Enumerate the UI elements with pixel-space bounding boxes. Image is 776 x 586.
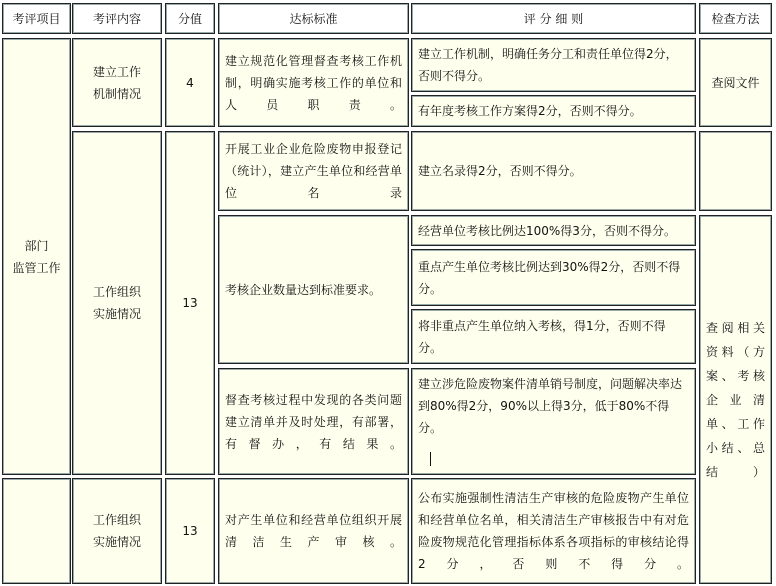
detail-operator-ratio: 经营单位考核比例达100%得3分，否则不得分。: [411, 215, 696, 246]
detail-mechanism-1: 建立工作机制，明确任务分工和责任单位得2分，否则不得分。: [411, 38, 696, 92]
detail-issue-list: 建立涉危险废物案件清单销号制度，问题解决率达到80%得2分，90%以上得3分，低于80%不得分。: [411, 368, 696, 475]
header-content: 考评内容: [72, 3, 162, 34]
header-method: 检查方法: [699, 3, 772, 34]
item-blank: [2, 478, 71, 584]
score-implementation-2: 13: [165, 478, 215, 584]
item-department-supervision: 部门 监管工作: [2, 38, 71, 475]
content-mechanism: 建立工作 机制情况: [72, 38, 162, 127]
detail-key-producer-ratio: 重点产生单位考核比例达到30%得2分，否则不得分。: [411, 249, 696, 306]
detail-clean-production: 公布实施强制性清洁生产审核的危险废物产生单位和经营单位名单，相关清洁生产审核报告中有对危险废物规范化管理指标体系各项指标的审核结论得2分，否则不得分。: [411, 478, 696, 584]
detail-nonkey-producer: 将非重点产生单位纳入考核，得1分，否则不得分。: [411, 309, 696, 364]
content-implementation-2: 工作组织 实施情况: [72, 478, 162, 584]
method-blank: [699, 131, 772, 211]
method-implementation: 查阅相关资料（方案、考核企业清单、工作小结、总结）: [699, 215, 772, 584]
header-detail: 评 分 细 则: [411, 3, 696, 34]
header-item: 考评项目: [2, 3, 71, 34]
standard-quantity: 考核企业数量达到标准要求。: [218, 215, 409, 364]
score-mechanism: 4: [165, 38, 215, 127]
detail-registration: 建立名录得2分，否则不得分。: [411, 131, 696, 211]
content-implementation: 工作组织 实施情况: [72, 131, 162, 475]
standard-issue-list: 督查考核过程中发现的各类问题建立清单并及时处理，有部署，有督办，有结果。: [218, 368, 409, 475]
standard-registration: 开展工业企业危险废物申报登记（统计），建立产生单位和经营单位名录: [218, 131, 409, 211]
score-implementation: 13: [165, 131, 215, 475]
method-mechanism: 查阅文件: [699, 38, 772, 127]
header-standard: 达标标准: [218, 3, 409, 34]
standard-mechanism: 建立规范化管理督查考核工作机制，明确实施考核工作的单位和人员职责。: [218, 38, 409, 127]
standard-clean-production: 对产生单位和经营单位组织开展清洁生产审核。: [218, 478, 409, 584]
header-score: 分值: [165, 3, 215, 34]
detail-mechanism-2: 有年度考核工作方案得2分，否则不得分。: [411, 95, 696, 127]
text-caret: [430, 452, 431, 466]
